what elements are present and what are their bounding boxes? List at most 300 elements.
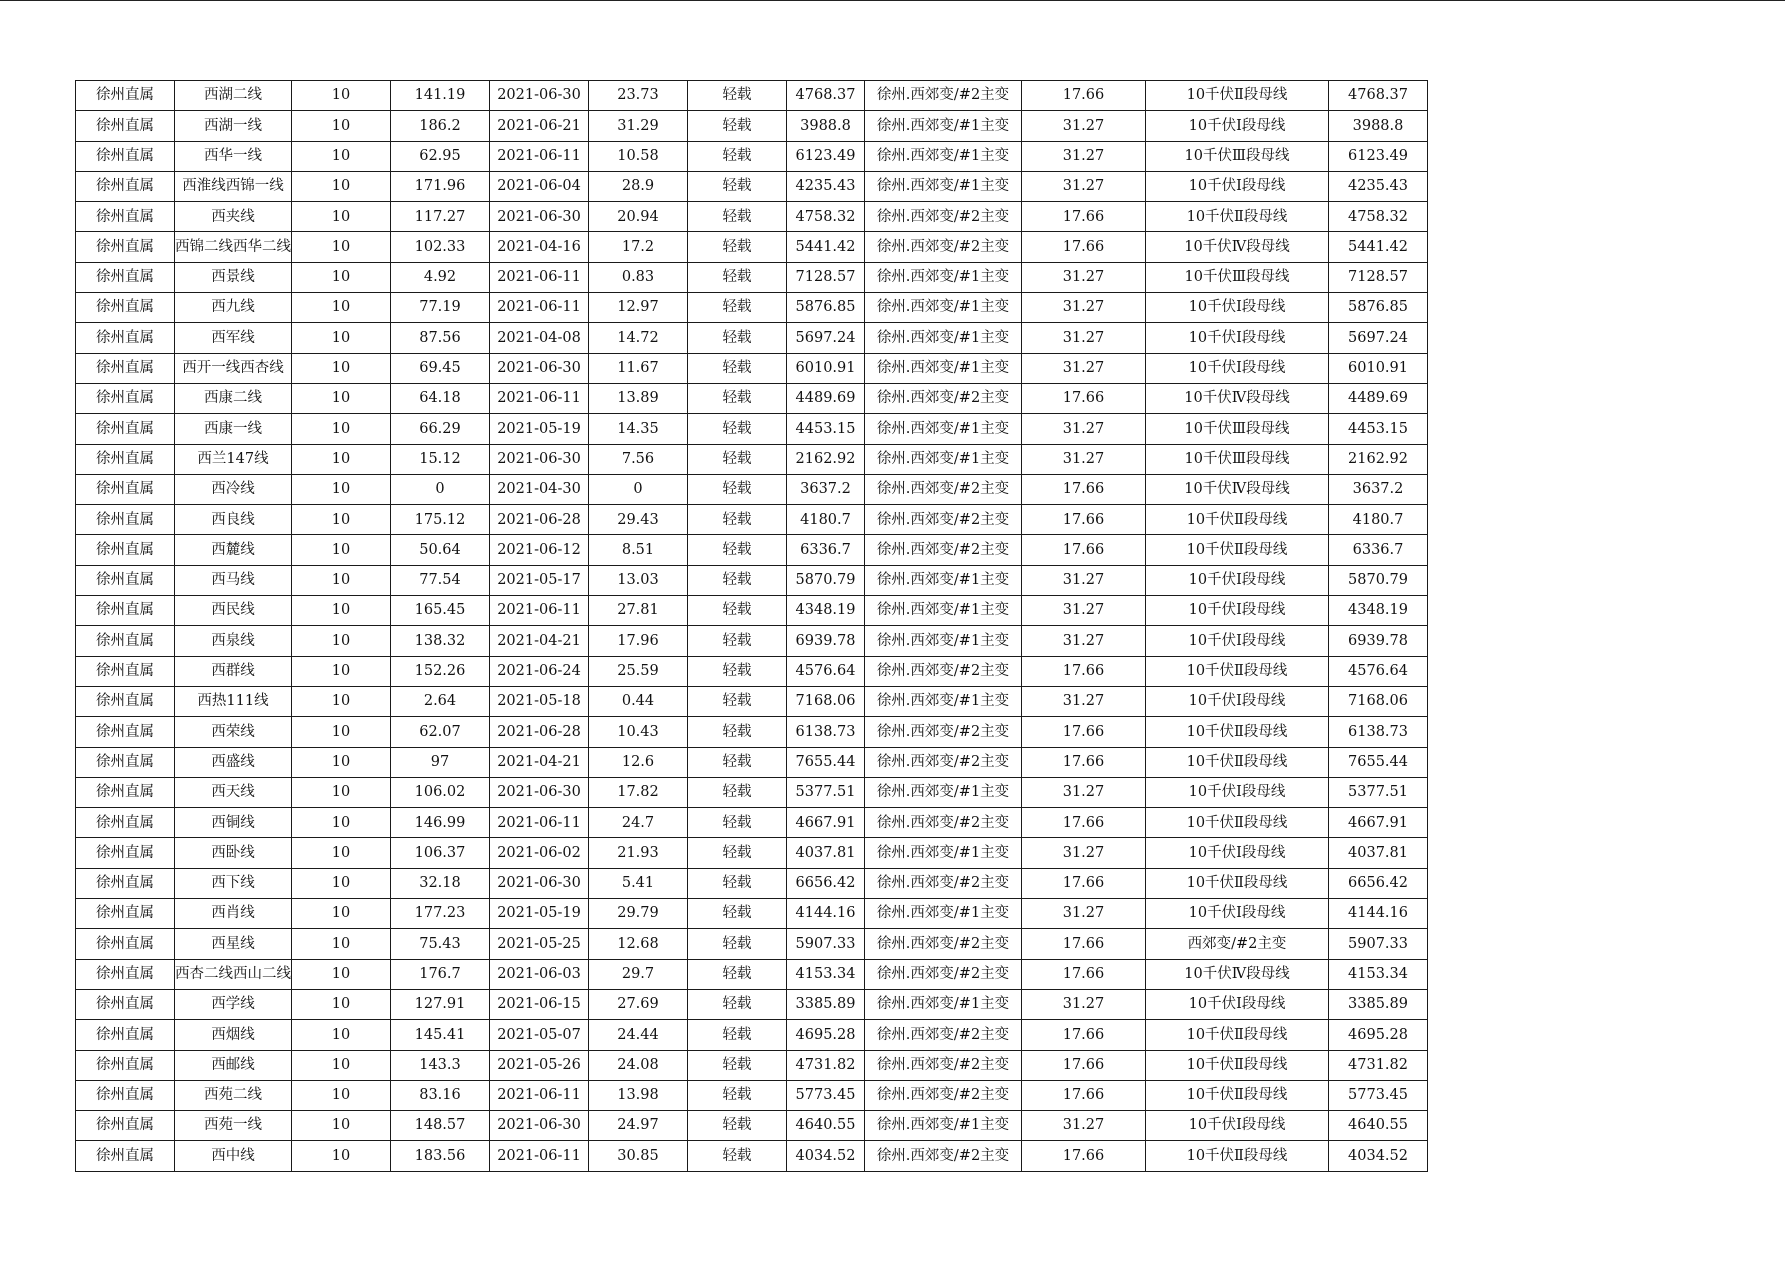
unit-cell: 徐州直属 [76, 959, 175, 989]
capacity-cell: 4640.55 [787, 1111, 865, 1141]
voltage-cell: 10 [292, 81, 391, 111]
load-rate-cell: 27.81 [589, 596, 688, 626]
unit-cell: 徐州直属 [76, 353, 175, 383]
load-cell: 186.2 [391, 111, 490, 141]
transformer-rate-cell: 31.27 [1022, 444, 1146, 474]
load-status-cell: 轻载 [688, 959, 787, 989]
busbar-cell: 10千伏Ⅰ段母线 [1146, 989, 1329, 1019]
capacity-cell: 5377.51 [787, 777, 865, 807]
unit-cell: 徐州直属 [76, 626, 175, 656]
voltage-cell: 10 [292, 202, 391, 232]
voltage-cell: 10 [292, 808, 391, 838]
line-name-cell: 西冷线 [175, 474, 292, 504]
load-cell: 175.12 [391, 505, 490, 535]
date-cell: 2021-06-30 [490, 777, 589, 807]
load-cell: 77.54 [391, 565, 490, 595]
transformer-rate-cell: 17.66 [1022, 656, 1146, 686]
capacity-cell: 4153.34 [787, 959, 865, 989]
page-top-rule [0, 0, 1785, 1]
line-name-cell: 西中线 [175, 1141, 292, 1171]
line-name-cell: 西开一线西杏线 [175, 353, 292, 383]
transformer-rate-cell: 17.66 [1022, 1020, 1146, 1050]
value-cell: 6123.49 [1329, 141, 1428, 171]
unit-cell: 徐州直属 [76, 202, 175, 232]
value-cell: 6939.78 [1329, 626, 1428, 656]
voltage-cell: 10 [292, 1141, 391, 1171]
transformer-cell: 徐州.西郊变/#2主变 [865, 868, 1022, 898]
value-cell: 5377.51 [1329, 777, 1428, 807]
busbar-cell: 10千伏Ⅳ段母线 [1146, 232, 1329, 262]
busbar-cell: 10千伏Ⅱ段母线 [1146, 505, 1329, 535]
load-rate-cell: 13.03 [589, 565, 688, 595]
line-name-cell: 西康一线 [175, 414, 292, 444]
load-rate-cell: 12.68 [589, 929, 688, 959]
capacity-cell: 2162.92 [787, 444, 865, 474]
capacity-cell: 6138.73 [787, 717, 865, 747]
busbar-cell: 10千伏Ⅱ段母线 [1146, 1141, 1329, 1171]
unit-cell: 徐州直属 [76, 141, 175, 171]
load-cell: 145.41 [391, 1020, 490, 1050]
transformer-cell: 徐州.西郊变/#2主变 [865, 202, 1022, 232]
load-status-cell: 轻载 [688, 747, 787, 777]
busbar-cell: 10千伏Ⅰ段母线 [1146, 323, 1329, 353]
busbar-cell: 10千伏Ⅲ段母线 [1146, 444, 1329, 474]
load-rate-cell: 8.51 [589, 535, 688, 565]
unit-cell: 徐州直属 [76, 686, 175, 716]
load-cell: 32.18 [391, 868, 490, 898]
value-cell: 4037.81 [1329, 838, 1428, 868]
line-name-cell: 西康二线 [175, 383, 292, 413]
table-row [76, 777, 1428, 807]
load-rate-cell: 13.89 [589, 383, 688, 413]
load-rate-cell: 23.73 [589, 81, 688, 111]
load-status-cell: 轻载 [688, 656, 787, 686]
load-cell: 4.92 [391, 262, 490, 292]
voltage-cell: 10 [292, 323, 391, 353]
unit-cell: 徐州直属 [76, 323, 175, 353]
unit-cell: 徐州直属 [76, 1020, 175, 1050]
load-rate-cell: 13.98 [589, 1080, 688, 1110]
unit-cell: 徐州直属 [76, 111, 175, 141]
unit-cell: 徐州直属 [76, 232, 175, 262]
load-rate-cell: 25.59 [589, 656, 688, 686]
load-rate-cell: 29.79 [589, 899, 688, 929]
load-cell: 148.57 [391, 1111, 490, 1141]
busbar-cell: 10千伏Ⅲ段母线 [1146, 262, 1329, 292]
date-cell: 2021-05-19 [490, 414, 589, 444]
voltage-cell: 10 [292, 989, 391, 1019]
load-cell: 87.56 [391, 323, 490, 353]
table-row [76, 111, 1428, 141]
transformer-rate-cell: 31.27 [1022, 565, 1146, 595]
load-status-cell: 轻载 [688, 505, 787, 535]
voltage-cell: 10 [292, 565, 391, 595]
date-cell: 2021-06-11 [490, 141, 589, 171]
transformer-rate-cell: 17.66 [1022, 959, 1146, 989]
line-name-cell: 西肖线 [175, 899, 292, 929]
table-row [76, 1080, 1428, 1110]
load-status-cell: 轻载 [688, 81, 787, 111]
unit-cell: 徐州直属 [76, 777, 175, 807]
line-name-cell: 西马线 [175, 565, 292, 595]
table-row [76, 656, 1428, 686]
date-cell: 2021-06-11 [490, 293, 589, 323]
load-cell: 165.45 [391, 596, 490, 626]
load-status-cell: 轻载 [688, 989, 787, 1019]
voltage-cell: 10 [292, 959, 391, 989]
date-cell: 2021-06-11 [490, 262, 589, 292]
date-cell: 2021-06-04 [490, 171, 589, 201]
table-row [76, 959, 1428, 989]
transformer-rate-cell: 31.27 [1022, 838, 1146, 868]
load-cell: 117.27 [391, 202, 490, 232]
transformer-cell: 徐州.西郊变/#1主变 [865, 323, 1022, 353]
date-cell: 2021-06-11 [490, 808, 589, 838]
unit-cell: 徐州直属 [76, 414, 175, 444]
transformer-rate-cell: 31.27 [1022, 262, 1146, 292]
value-cell: 4695.28 [1329, 1020, 1428, 1050]
load-status-cell: 轻载 [688, 353, 787, 383]
capacity-cell: 4235.43 [787, 171, 865, 201]
date-cell: 2021-05-25 [490, 929, 589, 959]
load-rate-cell: 12.6 [589, 747, 688, 777]
load-status-cell: 轻载 [688, 1020, 787, 1050]
table-row [76, 474, 1428, 504]
unit-cell: 徐州直属 [76, 1141, 175, 1171]
load-status-cell: 轻载 [688, 262, 787, 292]
line-name-cell: 西湖一线 [175, 111, 292, 141]
unit-cell: 徐州直属 [76, 505, 175, 535]
line-name-cell: 西麓线 [175, 535, 292, 565]
voltage-cell: 10 [292, 717, 391, 747]
transformer-rate-cell: 31.27 [1022, 171, 1146, 201]
capacity-cell: 4731.82 [787, 1050, 865, 1080]
transformer-cell: 徐州.西郊变/#1主变 [865, 899, 1022, 929]
load-cell: 171.96 [391, 171, 490, 201]
transformer-cell: 徐州.西郊变/#1主变 [865, 171, 1022, 201]
load-rate-cell: 24.44 [589, 1020, 688, 1050]
table-row [76, 808, 1428, 838]
transformer-rate-cell: 31.27 [1022, 626, 1146, 656]
transformer-cell: 徐州.西郊变/#2主变 [865, 929, 1022, 959]
date-cell: 2021-06-21 [490, 111, 589, 141]
busbar-cell: 10千伏Ⅳ段母线 [1146, 383, 1329, 413]
load-status-cell: 轻载 [688, 868, 787, 898]
load-rate-cell: 24.7 [589, 808, 688, 838]
busbar-cell: 10千伏Ⅱ段母线 [1146, 1020, 1329, 1050]
value-cell: 5876.85 [1329, 293, 1428, 323]
capacity-cell: 7168.06 [787, 686, 865, 716]
voltage-cell: 10 [292, 111, 391, 141]
transformer-rate-cell: 17.66 [1022, 929, 1146, 959]
load-status-cell: 轻载 [688, 1050, 787, 1080]
transformer-cell: 徐州.西郊变/#1主变 [865, 989, 1022, 1019]
value-cell: 4348.19 [1329, 596, 1428, 626]
load-status-cell: 轻载 [688, 141, 787, 171]
load-cell: 64.18 [391, 383, 490, 413]
busbar-cell: 10千伏Ⅰ段母线 [1146, 171, 1329, 201]
line-name-cell: 西军线 [175, 323, 292, 353]
transformer-cell: 徐州.西郊变/#2主变 [865, 232, 1022, 262]
table-body [76, 81, 1428, 1172]
line-name-cell: 西兰147线 [175, 444, 292, 474]
value-cell: 4235.43 [1329, 171, 1428, 201]
capacity-cell: 4348.19 [787, 596, 865, 626]
line-name-cell: 西良线 [175, 505, 292, 535]
transformer-cell: 徐州.西郊变/#1主变 [865, 111, 1022, 141]
table-row [76, 1141, 1428, 1171]
line-name-cell: 西淮线西锦一线 [175, 171, 292, 201]
unit-cell: 徐州直属 [76, 444, 175, 474]
busbar-cell: 10千伏Ⅳ段母线 [1146, 959, 1329, 989]
busbar-cell: 10千伏Ⅱ段母线 [1146, 808, 1329, 838]
unit-cell: 徐州直属 [76, 474, 175, 504]
transformer-cell: 徐州.西郊变/#1主变 [865, 1111, 1022, 1141]
value-cell: 5773.45 [1329, 1080, 1428, 1110]
load-cell: 141.19 [391, 81, 490, 111]
load-status-cell: 轻载 [688, 323, 787, 353]
line-name-cell: 西烟线 [175, 1020, 292, 1050]
capacity-cell: 4667.91 [787, 808, 865, 838]
load-rate-cell: 17.2 [589, 232, 688, 262]
capacity-cell: 7128.57 [787, 262, 865, 292]
capacity-cell: 4576.64 [787, 656, 865, 686]
line-name-cell: 西群线 [175, 656, 292, 686]
load-rate-cell: 30.85 [589, 1141, 688, 1171]
date-cell: 2021-05-26 [490, 1050, 589, 1080]
busbar-cell: 10千伏Ⅱ段母线 [1146, 717, 1329, 747]
busbar-cell: 10千伏Ⅰ段母线 [1146, 596, 1329, 626]
transformer-rate-cell: 31.27 [1022, 353, 1146, 383]
line-name-cell: 西卧线 [175, 838, 292, 868]
unit-cell: 徐州直属 [76, 717, 175, 747]
unit-cell: 徐州直属 [76, 808, 175, 838]
transformer-cell: 徐州.西郊变/#2主变 [865, 383, 1022, 413]
value-cell: 6138.73 [1329, 717, 1428, 747]
transformer-rate-cell: 17.66 [1022, 81, 1146, 111]
transformer-cell: 徐州.西郊变/#1主变 [865, 596, 1022, 626]
date-cell: 2021-04-16 [490, 232, 589, 262]
load-rate-cell: 29.43 [589, 505, 688, 535]
load-status-cell: 轻载 [688, 535, 787, 565]
unit-cell: 徐州直属 [76, 565, 175, 595]
table-row [76, 929, 1428, 959]
date-cell: 2021-06-30 [490, 81, 589, 111]
transformer-rate-cell: 17.66 [1022, 232, 1146, 262]
transformer-cell: 徐州.西郊变/#1主变 [865, 838, 1022, 868]
load-cell: 138.32 [391, 626, 490, 656]
busbar-cell: 10千伏Ⅰ段母线 [1146, 1111, 1329, 1141]
transformer-cell: 徐州.西郊变/#2主变 [865, 808, 1022, 838]
value-cell: 4144.16 [1329, 899, 1428, 929]
capacity-cell: 5697.24 [787, 323, 865, 353]
load-cell: 146.99 [391, 808, 490, 838]
data-table [75, 80, 1428, 1172]
value-cell: 5870.79 [1329, 565, 1428, 595]
load-status-cell: 轻载 [688, 838, 787, 868]
load-cell: 75.43 [391, 929, 490, 959]
value-cell: 5441.42 [1329, 232, 1428, 262]
line-name-cell: 西天线 [175, 777, 292, 807]
table-row [76, 353, 1428, 383]
load-cell: 2.64 [391, 686, 490, 716]
voltage-cell: 10 [292, 838, 391, 868]
date-cell: 2021-06-28 [490, 505, 589, 535]
load-rate-cell: 0.44 [589, 686, 688, 716]
line-name-cell: 西下线 [175, 868, 292, 898]
voltage-cell: 10 [292, 1111, 391, 1141]
table-row [76, 81, 1428, 111]
transformer-rate-cell: 17.66 [1022, 808, 1146, 838]
table-row [76, 1050, 1428, 1080]
load-cell: 50.64 [391, 535, 490, 565]
transformer-rate-cell: 17.66 [1022, 474, 1146, 504]
voltage-cell: 10 [292, 535, 391, 565]
busbar-cell: 10千伏Ⅱ段母线 [1146, 535, 1329, 565]
line-name-cell: 西热111线 [175, 686, 292, 716]
date-cell: 2021-05-17 [490, 565, 589, 595]
transformer-cell: 徐州.西郊变/#2主变 [865, 1080, 1022, 1110]
load-cell: 69.45 [391, 353, 490, 383]
date-cell: 2021-06-28 [490, 717, 589, 747]
transformer-cell: 徐州.西郊变/#1主变 [865, 293, 1022, 323]
unit-cell: 徐州直属 [76, 171, 175, 201]
load-rate-cell: 24.97 [589, 1111, 688, 1141]
transformer-rate-cell: 17.66 [1022, 717, 1146, 747]
date-cell: 2021-06-02 [490, 838, 589, 868]
load-status-cell: 轻载 [688, 171, 787, 201]
capacity-cell: 7655.44 [787, 747, 865, 777]
load-status-cell: 轻载 [688, 383, 787, 413]
transformer-cell: 徐州.西郊变/#2主变 [865, 959, 1022, 989]
transformer-cell: 徐州.西郊变/#2主变 [865, 1050, 1022, 1080]
load-status-cell: 轻载 [688, 596, 787, 626]
busbar-cell: 10千伏Ⅱ段母线 [1146, 202, 1329, 232]
load-cell: 102.33 [391, 232, 490, 262]
capacity-cell: 5441.42 [787, 232, 865, 262]
capacity-cell: 4180.7 [787, 505, 865, 535]
date-cell: 2021-06-30 [490, 353, 589, 383]
value-cell: 3988.8 [1329, 111, 1428, 141]
line-name-cell: 西星线 [175, 929, 292, 959]
line-name-cell: 西夹线 [175, 202, 292, 232]
load-status-cell: 轻载 [688, 565, 787, 595]
transformer-rate-cell: 31.27 [1022, 323, 1146, 353]
transformer-rate-cell: 31.27 [1022, 899, 1146, 929]
load-rate-cell: 14.72 [589, 323, 688, 353]
load-rate-cell: 10.43 [589, 717, 688, 747]
load-cell: 143.3 [391, 1050, 490, 1080]
table-row [76, 202, 1428, 232]
load-rate-cell: 0 [589, 474, 688, 504]
capacity-cell: 4034.52 [787, 1141, 865, 1171]
table-row [76, 565, 1428, 595]
table-row [76, 1111, 1428, 1141]
load-status-cell: 轻载 [688, 929, 787, 959]
unit-cell: 徐州直属 [76, 262, 175, 292]
transformer-cell: 徐州.西郊变/#2主变 [865, 747, 1022, 777]
transformer-cell: 徐州.西郊变/#1主变 [865, 141, 1022, 171]
capacity-cell: 4453.15 [787, 414, 865, 444]
load-status-cell: 轻载 [688, 414, 787, 444]
table-row [76, 505, 1428, 535]
transformer-cell: 徐州.西郊变/#1主变 [865, 626, 1022, 656]
voltage-cell: 10 [292, 1050, 391, 1080]
capacity-cell: 6656.42 [787, 868, 865, 898]
table-row [76, 444, 1428, 474]
table-row [76, 323, 1428, 353]
load-status-cell: 轻载 [688, 444, 787, 474]
date-cell: 2021-05-19 [490, 899, 589, 929]
transformer-rate-cell: 31.27 [1022, 989, 1146, 1019]
load-status-cell: 轻载 [688, 686, 787, 716]
voltage-cell: 10 [292, 505, 391, 535]
voltage-cell: 10 [292, 899, 391, 929]
load-rate-cell: 21.93 [589, 838, 688, 868]
load-cell: 106.37 [391, 838, 490, 868]
unit-cell: 徐州直属 [76, 929, 175, 959]
transformer-rate-cell: 17.66 [1022, 868, 1146, 898]
unit-cell: 徐州直属 [76, 383, 175, 413]
value-cell: 3385.89 [1329, 989, 1428, 1019]
busbar-cell: 10千伏Ⅱ段母线 [1146, 1080, 1329, 1110]
load-rate-cell: 5.41 [589, 868, 688, 898]
transformer-cell: 徐州.西郊变/#2主变 [865, 81, 1022, 111]
value-cell: 7655.44 [1329, 747, 1428, 777]
load-rate-cell: 28.9 [589, 171, 688, 201]
line-name-cell: 西学线 [175, 989, 292, 1019]
transformer-cell: 徐州.西郊变/#2主变 [865, 535, 1022, 565]
voltage-cell: 10 [292, 262, 391, 292]
table-row [76, 717, 1428, 747]
line-name-cell: 西民线 [175, 596, 292, 626]
capacity-cell: 4768.37 [787, 81, 865, 111]
value-cell: 4453.15 [1329, 414, 1428, 444]
value-cell: 6336.7 [1329, 535, 1428, 565]
line-name-cell: 西泉线 [175, 626, 292, 656]
busbar-cell: 10千伏Ⅰ段母线 [1146, 899, 1329, 929]
load-rate-cell: 20.94 [589, 202, 688, 232]
transformer-rate-cell: 31.27 [1022, 293, 1146, 323]
voltage-cell: 10 [292, 868, 391, 898]
date-cell: 2021-06-11 [490, 1141, 589, 1171]
busbar-cell: 10千伏Ⅱ段母线 [1146, 747, 1329, 777]
load-rate-cell: 0.83 [589, 262, 688, 292]
load-status-cell: 轻载 [688, 717, 787, 747]
load-cell: 77.19 [391, 293, 490, 323]
value-cell: 6656.42 [1329, 868, 1428, 898]
busbar-cell: 10千伏Ⅰ段母线 [1146, 293, 1329, 323]
voltage-cell: 10 [292, 747, 391, 777]
transformer-rate-cell: 17.66 [1022, 1050, 1146, 1080]
load-cell: 0 [391, 474, 490, 504]
transformer-cell: 徐州.西郊变/#2主变 [865, 505, 1022, 535]
unit-cell: 徐州直属 [76, 747, 175, 777]
load-status-cell: 轻载 [688, 1141, 787, 1171]
voltage-cell: 10 [292, 929, 391, 959]
date-cell: 2021-06-12 [490, 535, 589, 565]
capacity-cell: 4037.81 [787, 838, 865, 868]
load-status-cell: 轻载 [688, 293, 787, 323]
transformer-cell: 徐州.西郊变/#1主变 [865, 353, 1022, 383]
busbar-cell: 10千伏Ⅱ段母线 [1146, 1050, 1329, 1080]
load-rate-cell: 7.56 [589, 444, 688, 474]
unit-cell: 徐州直属 [76, 989, 175, 1019]
date-cell: 2021-06-30 [490, 1111, 589, 1141]
table-row [76, 989, 1428, 1019]
table-row [76, 899, 1428, 929]
date-cell: 2021-06-11 [490, 596, 589, 626]
